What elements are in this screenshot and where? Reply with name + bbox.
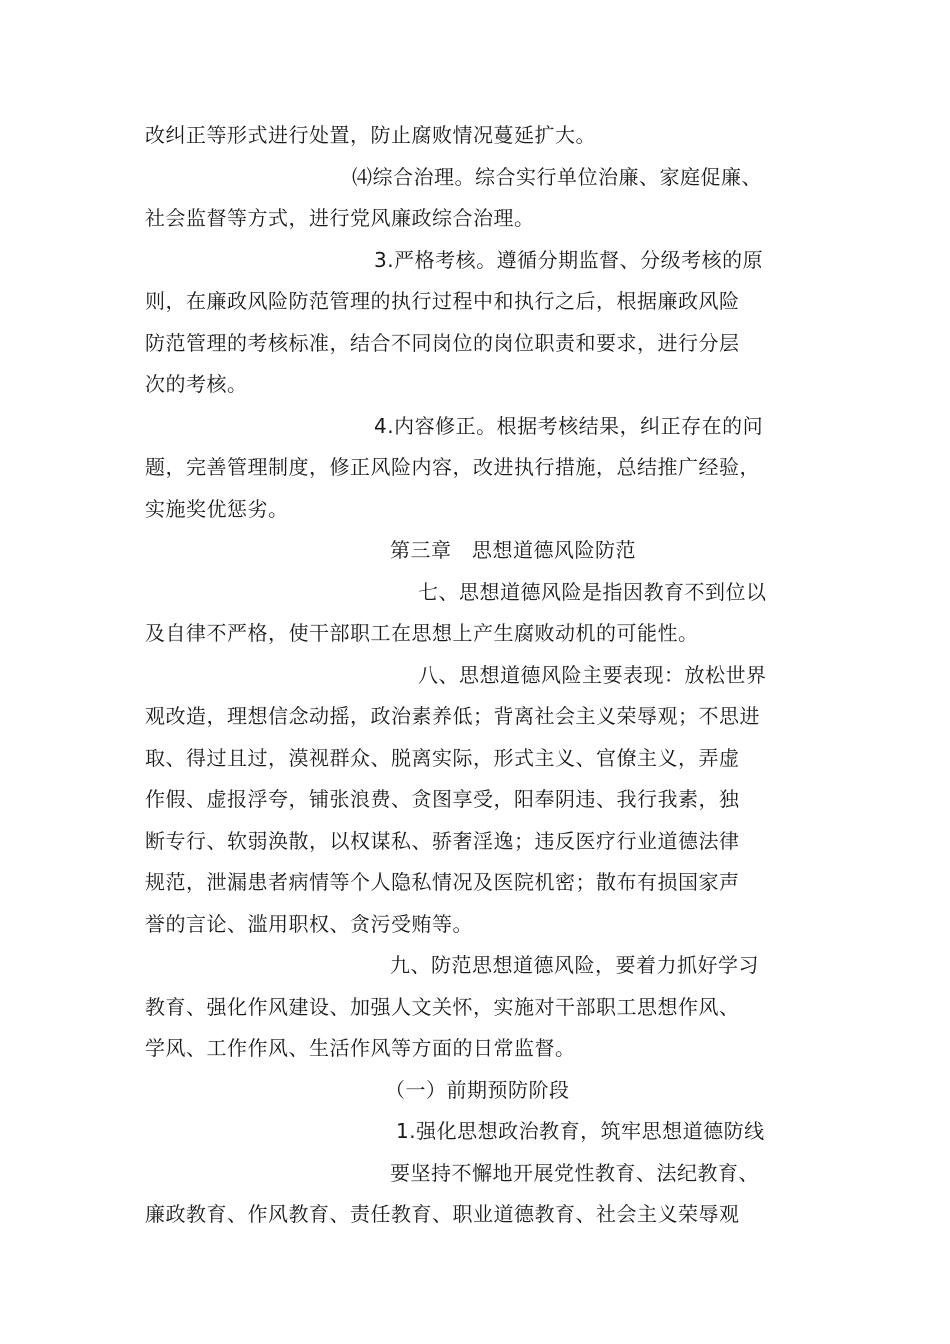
paragraph-line: ⑷综合治理。综合实行单位治廉、家庭促廉、 <box>352 165 762 189</box>
subsection-heading: 1.强化思想政治教育，筑牢思想道德防线 <box>396 1119 765 1143</box>
paragraph-line: 教育、强化作风建设、加强人文关怀，实施对干部职工思想作风、 <box>145 995 740 1019</box>
paragraph-line: 社会监督等方式，进行党风廉政综合治理。 <box>145 206 535 230</box>
paragraph-line: 廉政教育、作风教育、责任教育、职业道德教育、社会主义荣辱观 <box>145 1202 740 1226</box>
paragraph-line: 3.严格考核。遵循分期监督、分级考核的原 <box>374 248 764 272</box>
paragraph-line: 次的考核。 <box>145 372 248 396</box>
paragraph-line: 4.内容修正。根据考核结果，纠正存在的问 <box>374 414 764 438</box>
paragraph-line: 则，在廉政风险防范管理的执行过程中和执行之后，根据廉政风险 <box>145 289 740 313</box>
paragraph-line: 誉的言论、滥用职权、贪污受贿等。 <box>145 912 473 936</box>
paragraph-line: 题，完善管理制度，修正风险内容，改进执行措施，总结推广经验， <box>145 455 760 479</box>
paragraph-line: 及自律不严格，使干部职工在思想上产生腐败动机的可能性。 <box>145 621 699 645</box>
paragraph-line: 防范管理的考核标准，结合不同岗位的岗位职责和要求，进行分层 <box>145 331 740 355</box>
paragraph-line: 改纠正等形式进行处置，防止腐败情况蔓延扩大。 <box>145 123 596 147</box>
paragraph-line: 取、得过且过，漠视群众、脱离实际，形式主义、官僚主义，弄虚 <box>145 746 740 770</box>
paragraph-line: 观改造，理想信念动摇，政治素养低；背离社会主义荣辱观；不思进 <box>145 704 760 728</box>
section-heading: （一）前期预防阶段 <box>385 1078 570 1102</box>
paragraph-line: 要坚持不懈地开展党性教育、法纪教育、 <box>390 1161 759 1185</box>
paragraph-line: 七、思想道德风险是指因教育不到位以 <box>418 580 767 604</box>
chapter-heading: 第三章 思想道德风险防范 <box>390 538 636 562</box>
paragraph-line: 断专行、软弱涣散，以权谋私、骄奢淫逸；违反医疗行业道德法律 <box>145 829 740 853</box>
paragraph-line: 规范，泄漏患者病情等个人隐私情况及医院机密；散布有损国家声 <box>145 870 740 894</box>
paragraph-line: 九、防范思想道德风险，要着力抓好学习 <box>390 953 759 977</box>
paragraph-line: 学风、工作作风、生活作风等方面的日常监督。 <box>145 1036 576 1060</box>
paragraph-line: 作假、虚报浮夸，铺张浪费、贪图享受，阳奉阴违、我行我素，独 <box>145 787 740 811</box>
paragraph-line: 实施奖优惩劣。 <box>145 497 289 521</box>
paragraph-line: 八、思想道德风险主要表现：放松世界 <box>418 663 767 687</box>
